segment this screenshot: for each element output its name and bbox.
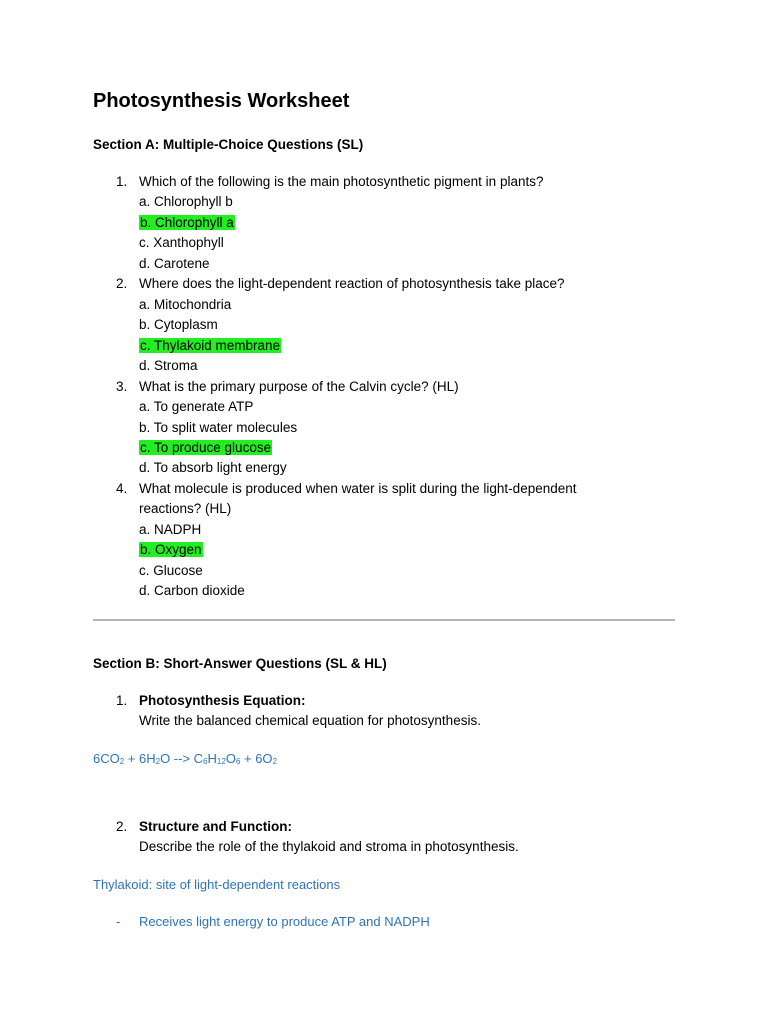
page-title: Photosynthesis Worksheet xyxy=(93,90,350,112)
option-c: c. Glucose xyxy=(139,563,203,578)
answer-highlight: b. Chlorophyll a xyxy=(140,215,234,230)
question-title: Photosynthesis Equation: xyxy=(139,693,306,708)
option-d: d. Stroma xyxy=(139,358,198,373)
option-a: a. NADPH xyxy=(139,522,202,537)
answer-intro: Thylakoid: site of light-dependent reactions xyxy=(93,877,341,892)
section-divider xyxy=(93,619,675,621)
question-number: 1. xyxy=(116,174,128,189)
option-a: a. Mitochondria xyxy=(139,297,232,312)
question-number: 1. xyxy=(116,693,128,708)
question-prompt: Write the balanced chemical equation for photosynthesis. xyxy=(139,713,481,728)
answer-highlight: c. Thylakoid membrane xyxy=(140,338,281,353)
question-text: Which of the following is the main photosynthetic pigment in plants? xyxy=(139,174,544,189)
option-b-highlighted xyxy=(139,541,203,559)
question-text-line-2: reactions? (HL) xyxy=(139,501,232,516)
option-a: a. To generate ATP xyxy=(139,399,254,414)
option-d: d. To absorb light energy xyxy=(139,460,287,475)
option-d: d. Carotene xyxy=(139,256,210,271)
answer-bullet: Receives light energy to produce ATP and NADPH xyxy=(139,914,430,929)
question-text: Where does the light-dependent reaction of photosynthesis take place? xyxy=(139,276,565,291)
question-prompt: Describe the role of the thylakoid and stroma in photosynthesis. xyxy=(139,839,519,854)
option-c-highlighted xyxy=(139,337,281,355)
option-b: b. To split water molecules xyxy=(139,420,298,435)
section-b-heading: Section B: Short-Answer Questions (SL & HL) xyxy=(93,656,387,671)
question-text-line-1: What molecule is produced when water is split during the light-dependent xyxy=(139,481,577,496)
question-number: 3. xyxy=(116,379,128,394)
option-b: b. Cytoplasm xyxy=(139,317,218,332)
answer-highlight: b. Oxygen xyxy=(140,542,202,557)
option-a: a. Chlorophyll b xyxy=(139,194,233,209)
option-d: d. Carbon dioxide xyxy=(139,583,245,598)
equation-answer: $6CO_2 + 6H_2O$ --> $C_6H_{12}O_6 + 6O_2$ xyxy=(93,751,278,766)
question-number: 2. xyxy=(116,276,128,291)
question-title: Structure and Function: xyxy=(139,819,292,834)
question-text: What is the primary purpose of the Calvin cycle? (HL) xyxy=(139,379,459,394)
section-a-heading: Section A: Multiple-Choice Questions (SL) xyxy=(93,137,364,152)
bullet-marker: - xyxy=(116,914,121,929)
option-c-highlighted xyxy=(139,439,272,457)
option-c: c. Xanthophyll xyxy=(139,235,224,250)
question-number: 4. xyxy=(116,481,128,496)
answer-highlight: c. To produce glucose xyxy=(140,440,272,455)
option-b-highlighted xyxy=(139,214,235,232)
question-number: 2. xyxy=(116,819,128,834)
